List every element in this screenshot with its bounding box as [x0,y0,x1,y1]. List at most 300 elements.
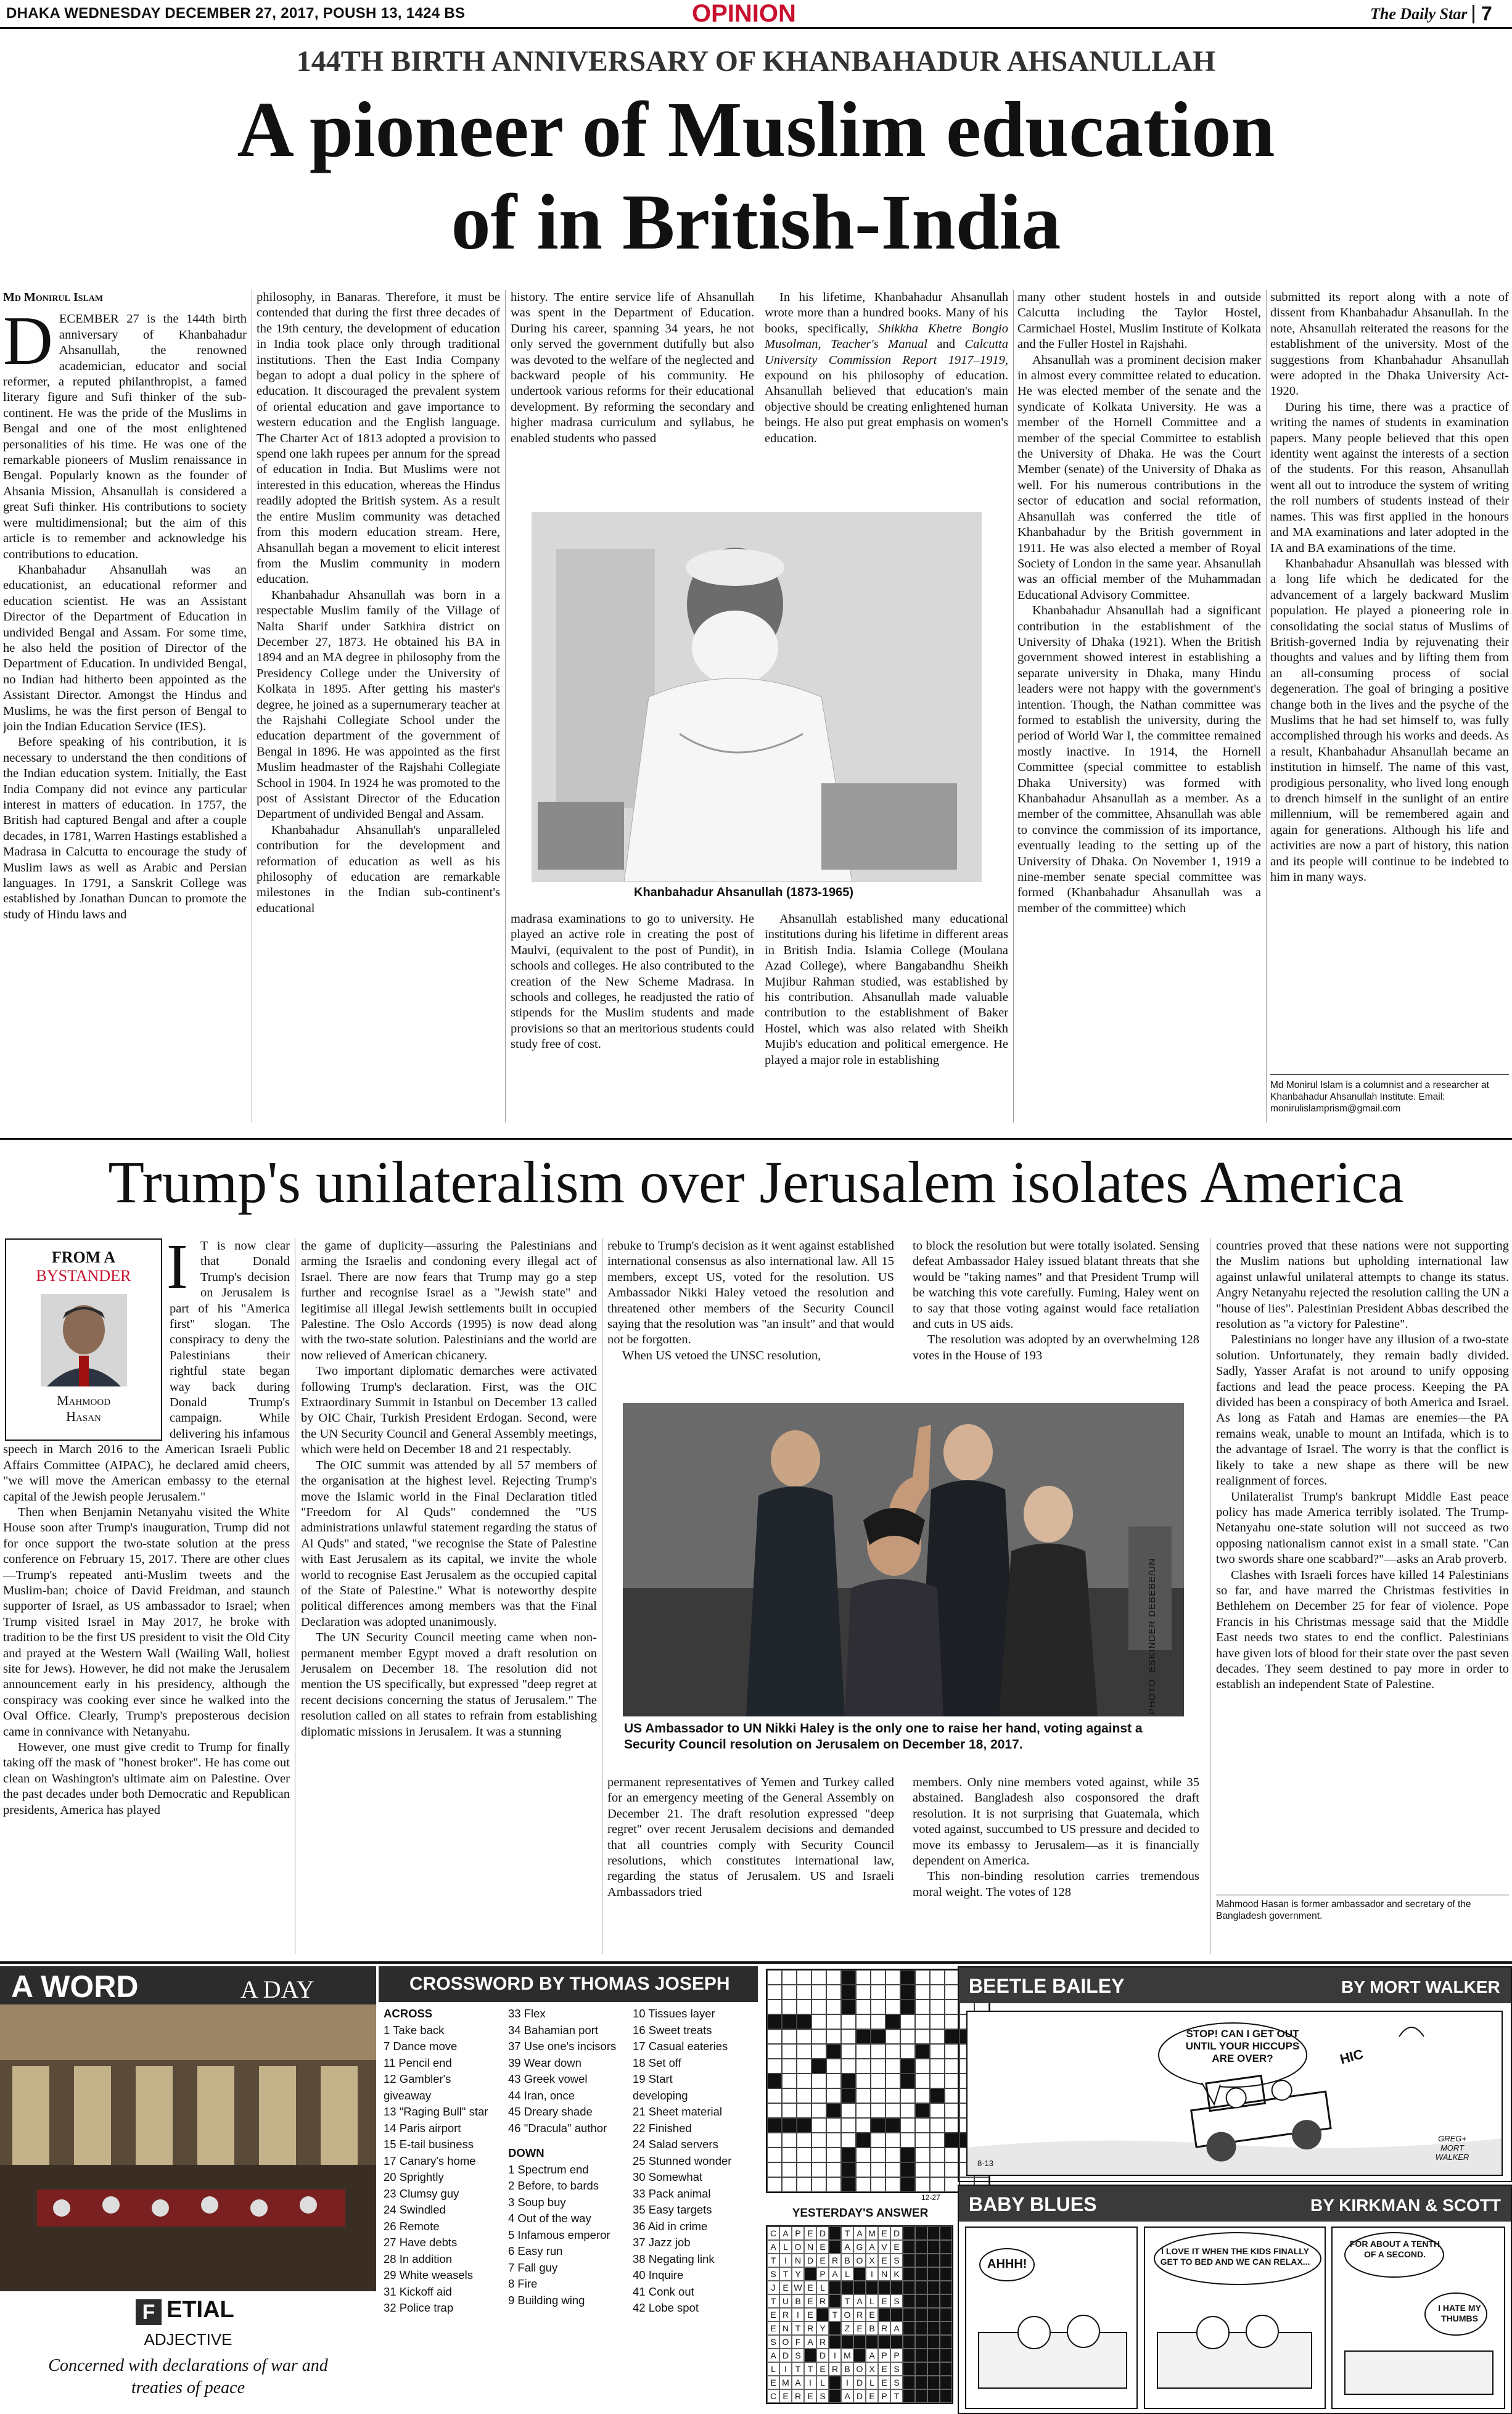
grid-cell[interactable] [871,2074,885,2088]
grid-cell[interactable] [900,2044,915,2059]
answer-cell [853,2281,866,2294]
paragraph: Unilateralist Trump's bankrupt Middle East peace policy has made America terribly isolated. The Trump-Netanyahu one-state solution will not succeed as two opposing nationalism cannot exist in a small state. "Can two swords share one scabbard?"—asks an Arab proverb. [1216,1489,1509,1567]
answer-cell: E [804,2281,816,2294]
grid-cell[interactable] [767,2103,782,2118]
grid-cell[interactable] [915,2088,930,2103]
author-note: Mahmood Hasan is former ambassador and secretary of the Bangladesh government. [1216,1899,1471,1921]
grid-cell[interactable] [915,2014,930,2029]
answer-cell: L [866,2376,878,2389]
grid-cell[interactable] [811,2000,826,2014]
grid-cell[interactable] [930,2059,945,2074]
grid-cell[interactable] [856,2177,871,2192]
answer-cell: E [878,2227,890,2240]
grid-cell [900,2148,915,2162]
answer-cell: P [890,2349,903,2362]
grid-cell [900,2177,915,2192]
grid-cell[interactable] [871,2059,885,2074]
grid-cell[interactable] [871,1970,885,1985]
answer-cell: E [816,2362,829,2376]
grid-cell[interactable] [871,2044,885,2059]
answer-cell: R [804,2321,816,2335]
clue: 1 Spectrum end [508,2162,589,2176]
answer-cell: D [816,2227,829,2240]
grid-cell[interactable] [797,2133,811,2148]
grid-cell[interactable] [841,2014,856,2029]
answer-cell: F [792,2335,804,2349]
grid-cell[interactable] [930,1985,945,2000]
clue: 1 Take back [384,2023,445,2037]
grid-cell[interactable] [767,2044,782,2059]
clue: 14 Paris airport [384,2121,461,2135]
grid-cell[interactable] [885,2044,900,2059]
grid-cell[interactable] [797,2074,811,2088]
answer-cell [890,2281,903,2294]
grid-cell[interactable] [811,1970,826,1985]
section-rule [0,1138,1512,1140]
treaty-painting [0,2004,376,2291]
grid-cell[interactable] [826,2088,841,2103]
grid-cell[interactable] [797,2148,811,2162]
clue: 18 Set off [633,2056,681,2069]
paragraph: When US vetoed the UNSC resolution, [622,1348,821,1362]
answer-cell [829,2335,841,2349]
grid-cell [841,2148,856,2162]
answer-cell [915,2227,927,2240]
grid-cell[interactable] [856,1985,871,2000]
grid-cell[interactable] [782,2074,797,2088]
grid-cell[interactable] [885,2000,900,2014]
word: ETIAL [166,2297,234,2323]
grid-cell[interactable] [900,2103,915,2118]
clue: 33 Flex [508,2007,546,2020]
answer-cell [903,2362,915,2376]
crossword-grid[interactable] [766,1969,990,2193]
headline-line-2: of in British-India [451,178,1061,266]
grid-cell[interactable] [782,2133,797,2148]
grid-cell[interactable] [782,2059,797,2074]
grid-cell[interactable] [826,1970,841,1985]
grid-cell[interactable] [885,2162,900,2177]
answer-cell [927,2335,940,2349]
grid-cell[interactable] [826,2118,841,2133]
answer-cell: O [853,2362,866,2376]
grid-cell[interactable] [930,2000,945,2014]
byline: Md Monirul Islam [3,290,104,304]
grid-cell[interactable] [767,2059,782,2074]
clue: 7 Dance move [384,2040,458,2053]
grid-cell[interactable] [767,1985,782,2000]
answer-cell: I [804,2376,816,2389]
grid-cell[interactable] [930,2074,945,2088]
grid-cell[interactable] [856,2014,871,2029]
answer-cell [903,2349,915,2362]
grid-cell[interactable] [900,2133,915,2148]
grid-cell [900,1970,915,1985]
answer-cell [927,2227,940,2240]
grid-cell[interactable] [885,2074,900,2088]
grid-cell[interactable] [841,2029,856,2044]
answer-cell [903,2389,915,2403]
paragraph: This non-binding resolution carries tremendous moral weight. The votes of 128 [913,1869,1199,1899]
answer-cell: E [816,2254,829,2267]
answer-cell: D [853,2376,866,2389]
answer-cell [915,2349,927,2362]
grid-cell[interactable] [782,2088,797,2103]
grid-cell[interactable] [856,2000,871,2014]
page-divider-icon [1473,5,1474,23]
grid-cell[interactable] [871,2133,885,2148]
answer-cell [829,2376,841,2389]
answer-cell: T [792,2321,804,2335]
answer-cell [940,2335,952,2349]
grid-cell[interactable] [885,1985,900,2000]
portrait-illustration-icon [532,512,982,882]
answer-cell [915,2267,927,2281]
grid-cell[interactable] [826,2059,841,2074]
answer-cell: N [779,2321,792,2335]
clue: 40 Inquire [633,2268,684,2281]
crossword-title: CROSSWORD BY THOMAS JOSEPH [379,1966,758,2002]
grid-cell[interactable] [826,2014,841,2029]
answer-cell: E [804,2294,816,2308]
clues-col-2 [508,2006,631,2309]
grid-cell[interactable] [767,2000,782,2014]
grid-cell [841,2000,856,2014]
grid-cell[interactable] [767,1970,782,1985]
grid-cell [841,1970,856,1985]
grid-cell[interactable] [811,2103,826,2118]
grid-cell[interactable] [826,2177,841,2192]
article2-column-3-top [607,1238,894,1400]
grid-cell[interactable] [856,2059,871,2074]
answer-cell [915,2321,927,2335]
answer-cell: L [779,2240,792,2254]
answer-cell: L [866,2294,878,2308]
author-name-1: Mahmood [56,1393,111,1408]
grid-cell[interactable] [856,1970,871,1985]
clue: 24 Salad servers [633,2138,718,2151]
grid-cell[interactable] [811,2162,826,2177]
beetle-speech-bubble: STOP! CAN I GET OUT UNTIL YOUR HICCUPS ARE OVER? [1185,2028,1300,2064]
grid-cell[interactable] [930,2162,945,2177]
baby-bubble-4: I HATE MY THUMBS [1438,2303,1481,2323]
answer-cell [927,2349,940,2362]
grid-cell[interactable] [841,2118,856,2133]
answer-cell: O [853,2254,866,2267]
grid-cell[interactable] [841,2133,856,2148]
answer-cell [866,2281,878,2294]
paragraph: However, one must give credit to Trump for finally taking off the mask of "honest broker". He has come out clean on Washington's ultimate aim on Palestine. Over the past decades under both Democratic and Republican presidents, America has played [3,1740,290,1817]
grid-cell[interactable] [885,2177,900,2192]
grid-cell[interactable] [871,2014,885,2029]
grid-cell[interactable] [915,2177,930,2192]
grid-cell[interactable] [930,2133,945,2148]
grid-cell [841,2177,856,2192]
grid-cell[interactable] [915,2133,930,2148]
paragraph: During his time, there was a practice of writing the names of students in examination papers. Many people believed that this open identity went against the interests of a section of the students. For this reason, Ahsanullah went all out to introduce the system of writing the roll numbers of students instead of their names. This was first applied in the honours and MA examinations and later adopted in the IA and BA examinations of the time. [1270,400,1509,555]
grid-cell[interactable] [871,1985,885,2000]
grid-cell[interactable] [826,2000,841,2014]
council-vote-illustration-icon [623,1403,1184,1716]
grid-cell[interactable] [915,1970,930,1985]
grid-cell[interactable] [856,2162,871,2177]
answer-cell [915,2362,927,2376]
grid-cell[interactable] [885,2133,900,2148]
grid-cell[interactable] [797,2029,811,2044]
clue: 11 Pencil end [384,2056,452,2069]
baby-bubble-3: FOR ABOUT A TENTH OF A SECOND. [1349,2239,1440,2259]
grid-cell[interactable] [811,2133,826,2148]
grid-date: 12-27 [921,2193,940,2202]
grid-cell[interactable] [797,2044,811,2059]
grid-cell[interactable] [797,2000,811,2014]
grid-cell[interactable] [797,1970,811,1985]
answer-cell [816,2308,829,2321]
answer-cell: P [878,2349,890,2362]
word-title-b: A DAY [240,1975,314,2003]
answer-cell: A [767,2349,779,2362]
answer-cell [927,2389,940,2403]
answer-cell [829,2389,841,2403]
grid-cell[interactable] [811,2074,826,2088]
dropcap: I [166,1238,188,1302]
grid-cell[interactable] [782,2148,797,2162]
article2-column-1 [3,1238,290,1954]
grid-cell[interactable] [915,2059,930,2074]
grid-cell[interactable] [811,2177,826,2192]
answer-cell: N [792,2254,804,2267]
answer-cell: A [853,2227,866,2240]
article1-column-3-top [511,290,754,511]
grid-cell[interactable] [782,2103,797,2118]
grid-cell[interactable] [930,2177,945,2192]
answer-cell: T [890,2389,903,2403]
grid-cell[interactable] [797,2059,811,2074]
grid-cell[interactable] [856,2103,871,2118]
grid-cell[interactable] [797,2088,811,2103]
grid-cell [930,2088,945,2103]
grid-cell[interactable] [826,2074,841,2088]
grid-cell[interactable] [826,2029,841,2044]
grid-cell[interactable] [782,1970,797,1985]
baby-panel-1 [965,2227,1138,2409]
grid-cell[interactable] [811,2014,826,2029]
grid-cell[interactable] [885,2059,900,2074]
paragraph: philosophy, in Banaras. Therefore, it must be contended that during the first three decades of the 19th century, the development of education in India took place only through traditional institutions. Then the East India Company began to adopt a dual policy in the sphere of education. It discouraged the prevalent system of oriental education and gave importance to western education and the English language. The Charter Act of 1813 adopted a provision to spend one lakh rupees per annum for the spread of education in India. But Muslims were not interested in this education, whereas the Hindus readily adopted the British system. As a result the entire Muslim community was detached from this modern education stream. Here, Ahsanullah began a movement to elicit interest from the Muslim community in modern education. [257,290,500,587]
answer-cell [927,2362,940,2376]
grid-cell [900,2059,915,2074]
grid-cell[interactable] [811,2044,826,2059]
answer-cell [940,2294,952,2308]
paragraph: rebuke to Trump's decision as it went against established international consensus as also international law. All 15 members, except US, voted for the resolution. US Ambassador Nikki Haley vetoed the resolution and threatened other members of the Security Council saying that the resolution was "an insult" and that would not be forgotten. [607,1239,894,1347]
answer-cell: D [816,2349,829,2362]
grid-cell[interactable] [826,2148,841,2162]
grid-cell [900,1985,915,2000]
grid-cell[interactable] [856,2044,871,2059]
article1-column-4-bottom [765,912,1008,1126]
grid-cell [915,2044,930,2059]
answer-cell [915,2389,927,2403]
grid-cell[interactable] [871,2000,885,2014]
answer-cell [829,2321,841,2335]
grid-cell [811,2059,826,2074]
grid-cell [767,2074,782,2088]
grid-cell [767,2118,782,2133]
grid-cell[interactable] [885,1970,900,1985]
beetle-title: BEETLE BAILEY [969,1975,1125,1997]
answer-cell: S [890,2254,903,2267]
grid-cell[interactable] [900,2088,915,2103]
paragraph: Ahsanullah was a prominent decision maker in almost every committee related to education. He was elected member of the senate and the syndicate of Kolkata University. He was a member of the Hornell Committee and a member of the special Committee to establish the University of Dhaka. He was the Court Member (senate) of the University of Dhaka as well. For his numerous contributions in the sector of education and social reformation, Ahsanullah was conferred the title of Khanbahadur by the British government in 1911. He was also elected a member of Royal Society of London in the same year. Ahsanullah was an official member of the Muhammadan Educational Advisory Committee. [1017,353,1261,602]
paragraph: Khanbahadur Ahsanullah had a significant contribution in the establishment of the University of Dhaka (1921). When the British government showed interest in establishing a separate university in Dhaka, many Hindu leaders were not happy with the government's intention. Though, the Nathan committee was formed to establish the university, during the period of World War I, the committee remained mostly inactive. In 1914, the Hornell Committee (special committee to establish Dhaka University) was formed with Khanbahadur Ahsanullah as a member. As a member of the committee, Ahsanullah was able to convince the commission of its importance, eventually leading to the setting up of the University of Dhaka. On November 1, 1919 a nine-member senate special committee was formed (Khanbahadur Ahsanullah was a member of the committee) which [1017,604,1261,915]
lead-paragraph: T is now clear that Donald Trump's decision on Jerusalem is part of his "America first" slogan. The conspiracy to deny the Palestinians their rightful state began way back during Donald Trump's campaign. While delivering his infamous speech in March 2016 to the American Israeli Public Affairs Committee (AIPAC), he declared amid cheers, "we will move the American embassy to the eternal capital of the Jewish people Jerusalem." [3,1239,290,1504]
grid-cell[interactable] [915,2148,930,2162]
answer-cell: C [767,2227,779,2240]
answer-cell [940,2240,952,2254]
answer-cell: A [841,2389,853,2403]
article2-column-4-bottom [913,1775,1199,1954]
grid-cell[interactable] [871,2148,885,2162]
grid-cell[interactable] [900,2014,915,2029]
grid-cell[interactable] [856,2074,871,2088]
grid-cell[interactable] [797,2162,811,2177]
grid-cell[interactable] [900,2118,915,2133]
grid-cell[interactable] [885,2148,900,2162]
answer-cell: N [804,2240,816,2254]
grid-cell[interactable] [767,2162,782,2177]
grid-cell[interactable] [856,2118,871,2133]
grid-cell[interactable] [915,2162,930,2177]
grid-cell[interactable] [900,2029,915,2044]
grid-cell[interactable] [841,2044,856,2059]
grid-cell[interactable] [797,1985,811,2000]
baby-bubble-2: I LOVE IT WHEN THE KIDS FINALLY GET TO BED AND WE CAN RELAX... [1160,2246,1310,2267]
paragraph: many other student hostels in and outside Calcutta including the Taylor Hostel, Carmichael Hostel, Muslim Institute of Kolkata and the Fuller Hostel in Rajshahi. [1017,290,1261,352]
grid-cell[interactable] [885,2088,900,2103]
grid-cell[interactable] [930,2148,945,2162]
grid-cell[interactable] [885,2029,900,2044]
clue: 8 Fire [508,2277,538,2290]
answer-cell: D [804,2254,816,2267]
grid-cell[interactable] [871,2162,885,2177]
beetle-signature: GREG+ MORT WALKER [1435,2134,1469,2162]
grid-cell[interactable] [782,2162,797,2177]
answer-cell: S [890,2376,903,2389]
answer-cell: A [779,2227,792,2240]
answer-cell [829,2227,841,2240]
answer-cell [903,2227,915,2240]
grid-cell[interactable] [930,1970,945,1985]
clue: 29 White weasels [384,2268,473,2281]
grid-cell[interactable] [767,2029,782,2044]
answer-cell [903,2294,915,2308]
section-rule [0,1961,1512,1964]
grid-cell [885,2118,900,2133]
grid-cell[interactable] [930,2103,945,2118]
answer-cell [903,2240,915,2254]
grid-cell[interactable] [811,2148,826,2162]
grid-cell[interactable] [782,2029,797,2044]
grid-cell[interactable] [826,2162,841,2177]
grid-cell[interactable] [782,2000,797,2014]
grid-cell[interactable] [930,2118,945,2133]
answer-cell: R [829,2362,841,2376]
grid-cell[interactable] [797,2177,811,2192]
clue: 15 E-tail business [384,2138,474,2151]
answer-cell [804,2349,816,2362]
answer-cell: P [792,2227,804,2240]
grid-cell[interactable] [767,2177,782,2192]
answer-cell: E [866,2308,878,2321]
answer-cell [940,2389,952,2403]
grid-cell[interactable] [767,2133,782,2148]
grid-cell[interactable] [797,2103,811,2118]
answer-cell: I [779,2362,792,2376]
grid-cell[interactable] [826,2133,841,2148]
grid-cell[interactable] [915,2000,930,2014]
grid-cell[interactable] [826,1985,841,2000]
grid-cell[interactable] [782,1985,797,2000]
grid-cell[interactable] [767,2148,782,2162]
grid-cell[interactable] [856,2088,871,2103]
grid-cell[interactable] [930,2014,945,2029]
paragraph: Then when Benjamin Netanyahu visited the White House soon after Trump's inauguration, Trump did not for once support the two-state solution at the press conference on February 15, 2017. There are other clues—Trump's repeated anti-Muslim tweets and the Muslim-ban; choice of David Freidman, and staunch supporter of Israel, as US ambassador to Israel; when Trump visited Israel in May 2017, he broke with tradition to be the first US president to visit the Old City and prayed at the Western Wall (Wailing Wall, holiest site for Jews). However, he did not make the Jerusalem announcement early in his presidency, although the conspiracy was cooking ever since he walked into the Oval Office. Clearly, Trump's preposterous decision came in connivance with Netanyahu. [3,1505,290,1739]
grid-cell[interactable] [871,2103,885,2118]
clue: 19 Start [633,2072,673,2085]
clue: 3 Soup buy [508,2195,566,2209]
answer-cell [903,2267,915,2281]
grid-cell[interactable] [856,2148,871,2162]
answer-cell: E [767,2321,779,2335]
grid-cell[interactable] [915,2029,930,2044]
answer-cell: B [792,2294,804,2308]
answer-cell: S [767,2335,779,2349]
grid-cell[interactable] [767,2088,782,2103]
answer-cell [915,2294,927,2308]
paragraph: Palestinians no longer have any illusion of a two-state solution. Unfortunately, they remain badly divided. Sadly, Yasser Arafat is not around to unify opposing factions and lead the peace process. Keeping the PA divided has been a conspiracy of both America and Israel. As long as Fatah and Hamas are enemies—the PA remains weak, unable to mount an Intifada, which is to the advantage of Israel. The worry is that the conflict is likely to take a new shape as there will be new realignment of forces. [1216,1333,1509,1488]
grid-cell[interactable] [841,2059,856,2074]
grid-cell[interactable] [915,1985,930,2000]
answer-cell: E [779,2281,792,2294]
grid-cell[interactable] [811,1985,826,2000]
grid-cell [900,2162,915,2177]
grid-cell[interactable] [782,2044,797,2059]
answer-cell: R [853,2308,866,2321]
grid-cell [782,2118,797,2133]
grid-cell[interactable] [915,2118,930,2133]
answer-cell: N [878,2267,890,2281]
grid-cell[interactable] [811,2029,826,2044]
grid-cell[interactable] [811,2088,826,2103]
answer-cell: O [779,2335,792,2349]
clue: 23 Clumsy guy [384,2186,459,2200]
grid-cell[interactable] [782,2177,797,2192]
grid-cell[interactable] [841,2103,856,2118]
grid-cell [915,2103,930,2118]
grid-cell[interactable] [871,2177,885,2192]
paper-logo: The Daily Star [1370,5,1468,23]
article1-column-5 [1017,290,1261,1126]
answer-cell: A [853,2294,866,2308]
grid-cell[interactable] [871,2088,885,2103]
grid-cell[interactable] [811,2118,826,2133]
grid-cell[interactable] [885,2103,900,2118]
grid-cell[interactable] [930,2029,945,2044]
answer-cell: E [890,2240,903,2254]
grid-cell[interactable] [915,2074,930,2088]
grid-cell[interactable] [930,2044,945,2059]
grid-cell [797,2014,811,2029]
